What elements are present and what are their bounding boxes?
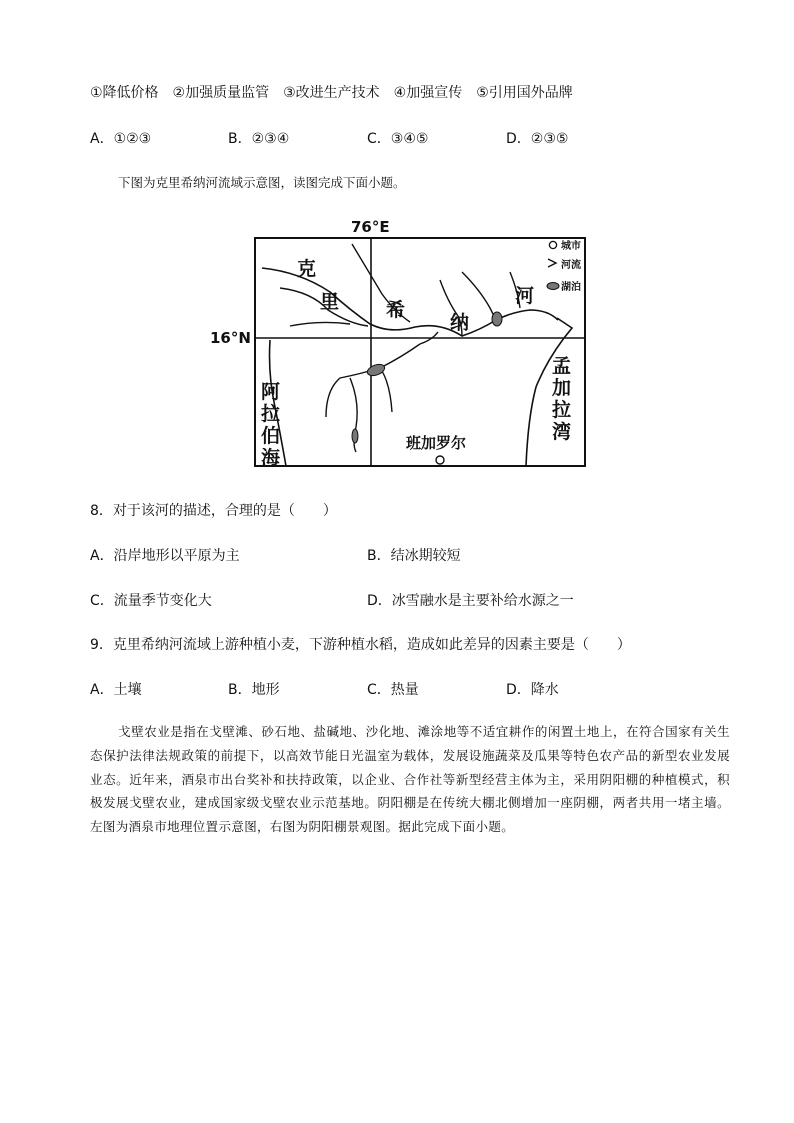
q9-stem: 9．克里希纳河流域上游种植小麦，下游种植水稻，造成如此差异的因素主要是（ ） — [90, 637, 631, 653]
lake-east — [492, 312, 502, 326]
q9-option-d: D．降水 — [506, 682, 559, 698]
latitude-label: 16°N — [210, 329, 251, 347]
lake-small — [352, 429, 358, 443]
legend-lake-icon — [547, 283, 559, 290]
city-label: 班加罗尔 — [406, 434, 467, 452]
gobi-agriculture-passage — [90, 720, 730, 839]
legend-city-icon — [549, 241, 556, 248]
q7-statements: ①降低价格 ②加强质量监管 ③改进生产技术 ④加强宣传 ⑤引用国外品牌 — [90, 85, 573, 101]
passage-text: 戈壁农业是指在戈壁滩、砂石地、盐碱地、沙化地、滩涂地等不适宜耕作的闲置土地上，在符合国家有关生态保护法律法规政策的前提下，以高效节能日光温室为载体，发展设施蔬菜及瓜果等特色农产品的新型农业发展业态。近年来，酒泉市出台奖补和扶持政策，以企业、合作社等新型经营主体为主，采用阴阳棚的种植模式，积极发展戈壁农业，建成国家级戈壁农业示范基地。阴阳棚是在传统大棚北侧增加一座阴棚，两者共用一堵主墙。左图为酒泉市地理位置示意图，右图为阴阳棚景观图。据此完成下面小题。 — [90, 724, 730, 835]
q8-option-d: D．冰雪融水是主要补给水源之一 — [367, 593, 574, 609]
map-intro: 下图为克里希纳河流域示意图，读图完成下面小题。 — [118, 175, 406, 190]
q8-option-c: C．流量季节变化大 — [90, 593, 212, 609]
sea-char-1: 阿 — [261, 381, 281, 403]
q7-option-a: A．①②③ — [90, 131, 152, 147]
bay-char-3: 拉 — [552, 399, 572, 421]
q7-option-b: B．②③④ — [228, 131, 290, 147]
bay-char-1: 孟 — [552, 355, 572, 377]
q8-stem: 8．对于该河的描述，合理的是（ ） — [90, 503, 337, 519]
q9-option-b: B．地形 — [228, 682, 280, 698]
city-marker — [436, 456, 444, 464]
river-char-2: 里 — [320, 291, 340, 313]
legend-city-label: 城市 — [561, 241, 581, 252]
longitude-label: 76°E — [351, 218, 390, 236]
bay-char-4: 湾 — [552, 421, 572, 443]
q9-option-a: A．土壤 — [90, 682, 142, 698]
river-char-4: 纳 — [450, 312, 470, 334]
river-char-1: 克 — [297, 258, 317, 280]
q7-option-d: D．②③⑤ — [506, 131, 569, 147]
q8-option-b: B．结冰期较短 — [367, 548, 461, 564]
legend-lake-label: 湖泊 — [561, 282, 581, 293]
legend-river-label: 河流 — [561, 260, 581, 271]
river-char-5: 河 — [515, 285, 535, 307]
sea-char-3: 伯 — [261, 425, 281, 447]
q7-option-c: C．③④⑤ — [367, 131, 429, 147]
bay-char-2: 加 — [552, 377, 572, 399]
sea-char-2: 拉 — [261, 403, 281, 425]
sea-char-4: 海 — [261, 447, 281, 469]
q8-option-a: A．沿岸地形以平原为主 — [90, 548, 240, 564]
krishna-basin-map — [200, 212, 600, 472]
q9-option-c: C．热量 — [367, 682, 419, 698]
river-char-3: 希 — [386, 299, 406, 321]
